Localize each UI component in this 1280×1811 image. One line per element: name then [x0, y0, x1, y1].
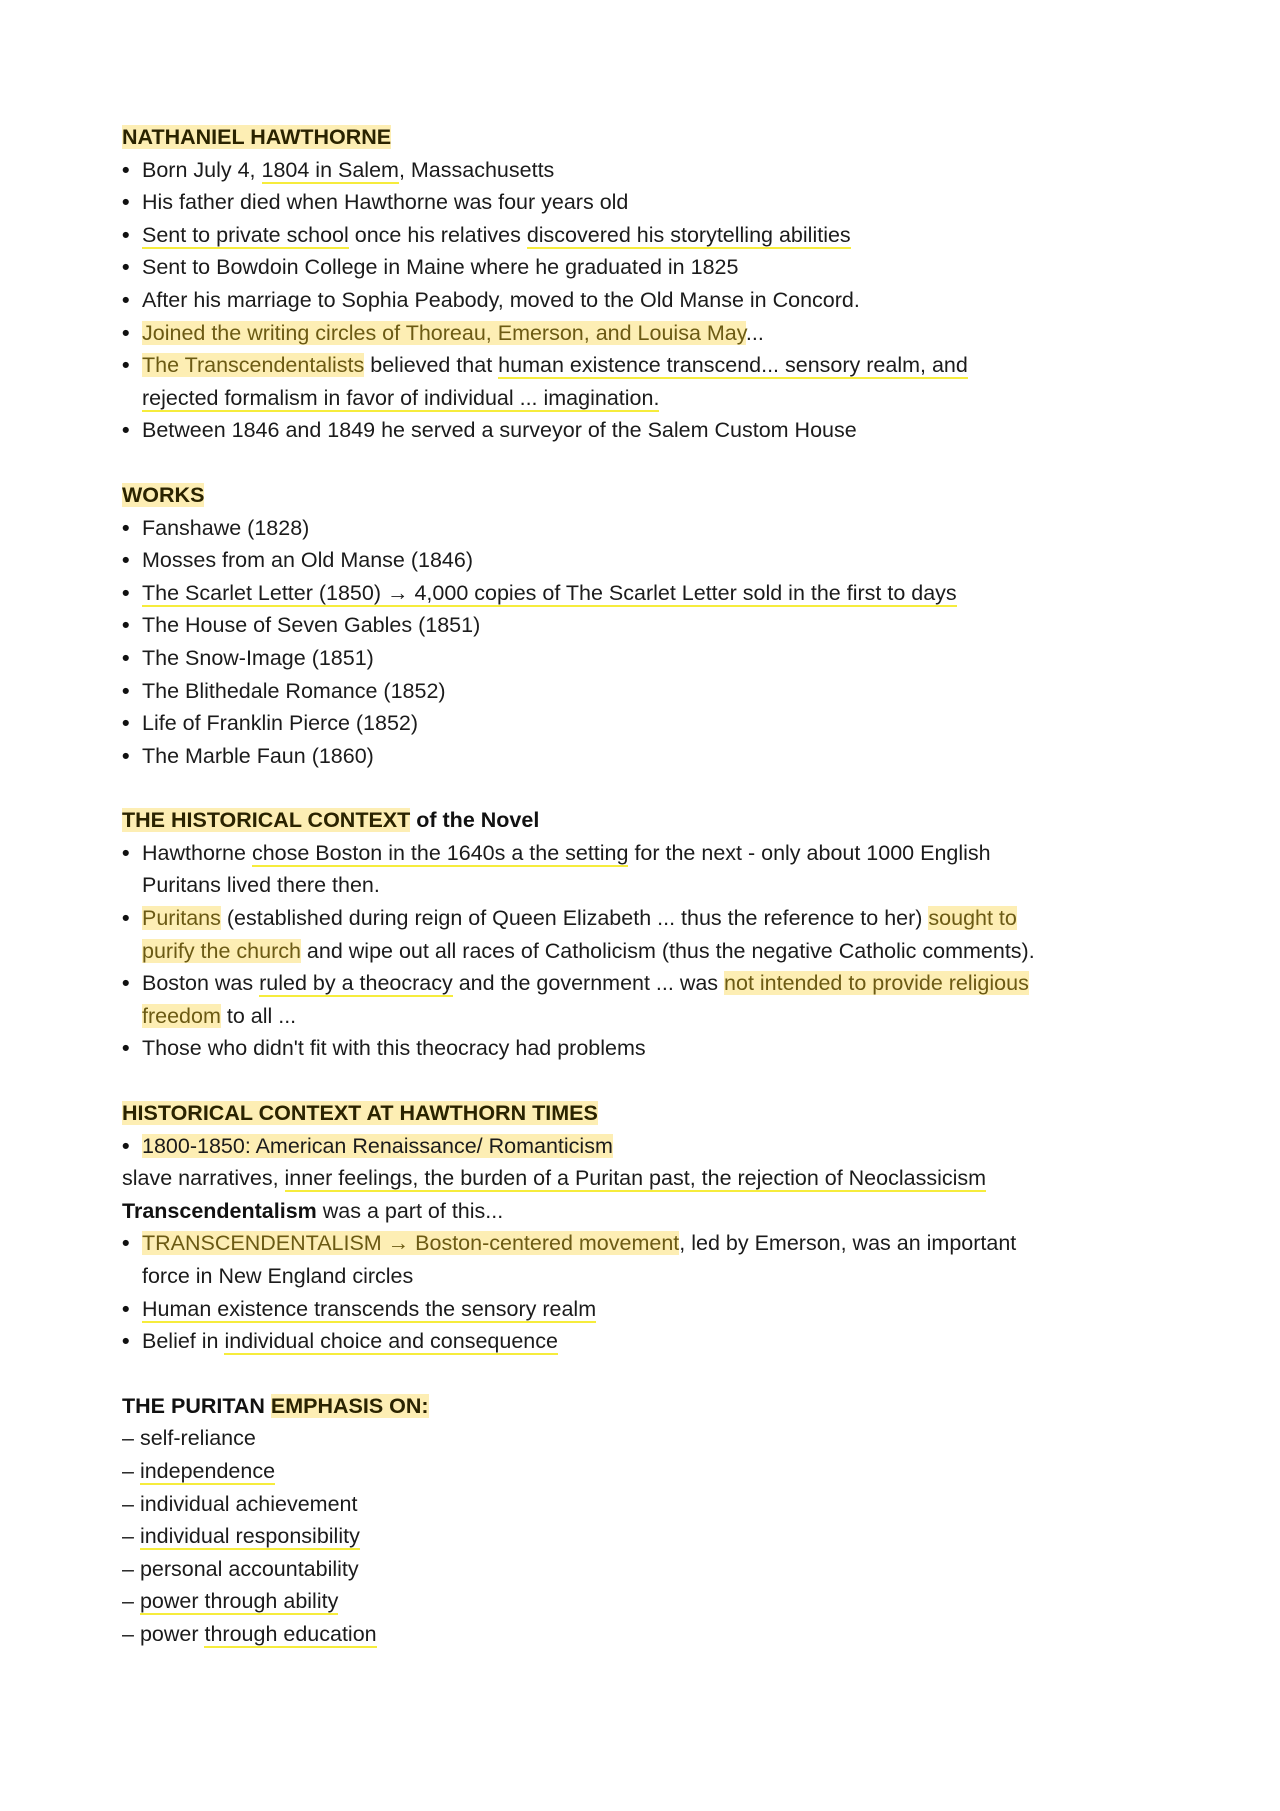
bullet-born: • Born July 4, 1804 in Salem, Massachusetts: [122, 154, 1182, 187]
bullet-renaissance: • 1800-1850: American Renaissance/ Romanticism: [122, 1130, 1182, 1163]
bullet-bowdoin: • Sent to Bowdoin College in Maine where he graduated in 1825: [122, 251, 1182, 284]
bullet-belief: • Belief in individual choice and consequence: [122, 1325, 1182, 1358]
work-item: • Life of Franklin Pierce (1852): [122, 707, 1182, 740]
bullet-marriage: • After his marriage to Sophia Peabody, moved to the Old Manse in Concord.: [122, 284, 1182, 317]
dash-item: – individual responsibility: [122, 1524, 360, 1549]
work-item: • Fanshawe (1828): [122, 512, 1182, 545]
bullet-custom-house: • Between 1846 and 1849 he served a surveyor of the Salem Custom House: [122, 414, 1182, 447]
bullet-puritans: • Puritans (established during reign of Queen Elizabeth ... thus the reference to her) sought to purify the church and wipe out all races of Catholicism (thus the negative Catholic comments).: [122, 902, 1182, 967]
text-slave-narratives: slave narratives, inner feelings, the burden of a Puritan past, the rejection of Neoclassicism: [122, 1166, 987, 1191]
bullet-father: • His father died when Hawthorne was four years old: [122, 186, 1182, 219]
bullet-problems: • Those who didn't fit with this theocracy had problems: [122, 1032, 1182, 1065]
work-item: • The House of Seven Gables (1851): [122, 609, 1182, 642]
dash-item: – individual achievement: [122, 1491, 358, 1516]
work-item: • The Marble Faun (1860): [122, 740, 1182, 773]
bullet-transcendentalism: • TRANSCENDENTALISM → Boston-centered movement, led by Emerson, was an important force in New England circles: [122, 1227, 1182, 1292]
bullet-school: • Sent to private school once his relatives discovered his storytelling abilities: [122, 219, 1182, 252]
work-item: • The Snow-Image (1851): [122, 642, 1182, 675]
text-transcendentalism-part: Transcendentalism was a part of this...: [122, 1198, 504, 1223]
bullet-theocracy: • Boston was ruled by a theocracy and the government ... was not intended to provide religious freedom to all ...: [122, 967, 1182, 1032]
bullet-human-existence: • Human existence transcends the sensory realm: [122, 1293, 1182, 1326]
work-item: • Mosses from an Old Manse (1846): [122, 544, 1182, 577]
work-item: • The Blithedale Romance (1852): [122, 675, 1182, 708]
section-title-hawthorn-times: HISTORICAL CONTEXT AT HAWTHORN TIMES: [122, 1101, 598, 1126]
dash-item: – power through ability: [122, 1589, 339, 1614]
dash-item: – personal accountability: [122, 1556, 359, 1581]
dash-item: – independence: [122, 1458, 276, 1483]
bullet-transcendentalists: • The Transcendentalists believed that human existence transcend... sensory realm, and rejected formalism in favor of individual ... imagination.: [122, 349, 1182, 414]
work-item-scarlet-letter: • The Scarlet Letter (1850) → 4,000 copies of The Scarlet Letter sold in the first to days: [122, 577, 1182, 610]
bullet-boston-setting: • Hawthorne chose Boston in the 1640s a the setting for the next - only about 1000 English Puritans lived there then.: [122, 837, 1182, 902]
section-title-puritan-emphasis: THE PURITAN EMPHASIS ON:: [122, 1393, 429, 1418]
dash-item: – power through education: [122, 1621, 377, 1646]
section-title-hawthorne: NATHANIEL HAWTHORNE: [122, 125, 392, 149]
dash-item: – self-reliance: [122, 1426, 256, 1451]
notes-document: [122, 121, 1182, 1651]
bullet-writing-circles: • Joined the writing circles of Thoreau, Emerson, and Louisa May...: [122, 317, 1182, 350]
section-title-works: WORKS: [122, 482, 205, 507]
section-title-historical-context: THE HISTORICAL CONTEXT of the Novel: [122, 808, 540, 833]
